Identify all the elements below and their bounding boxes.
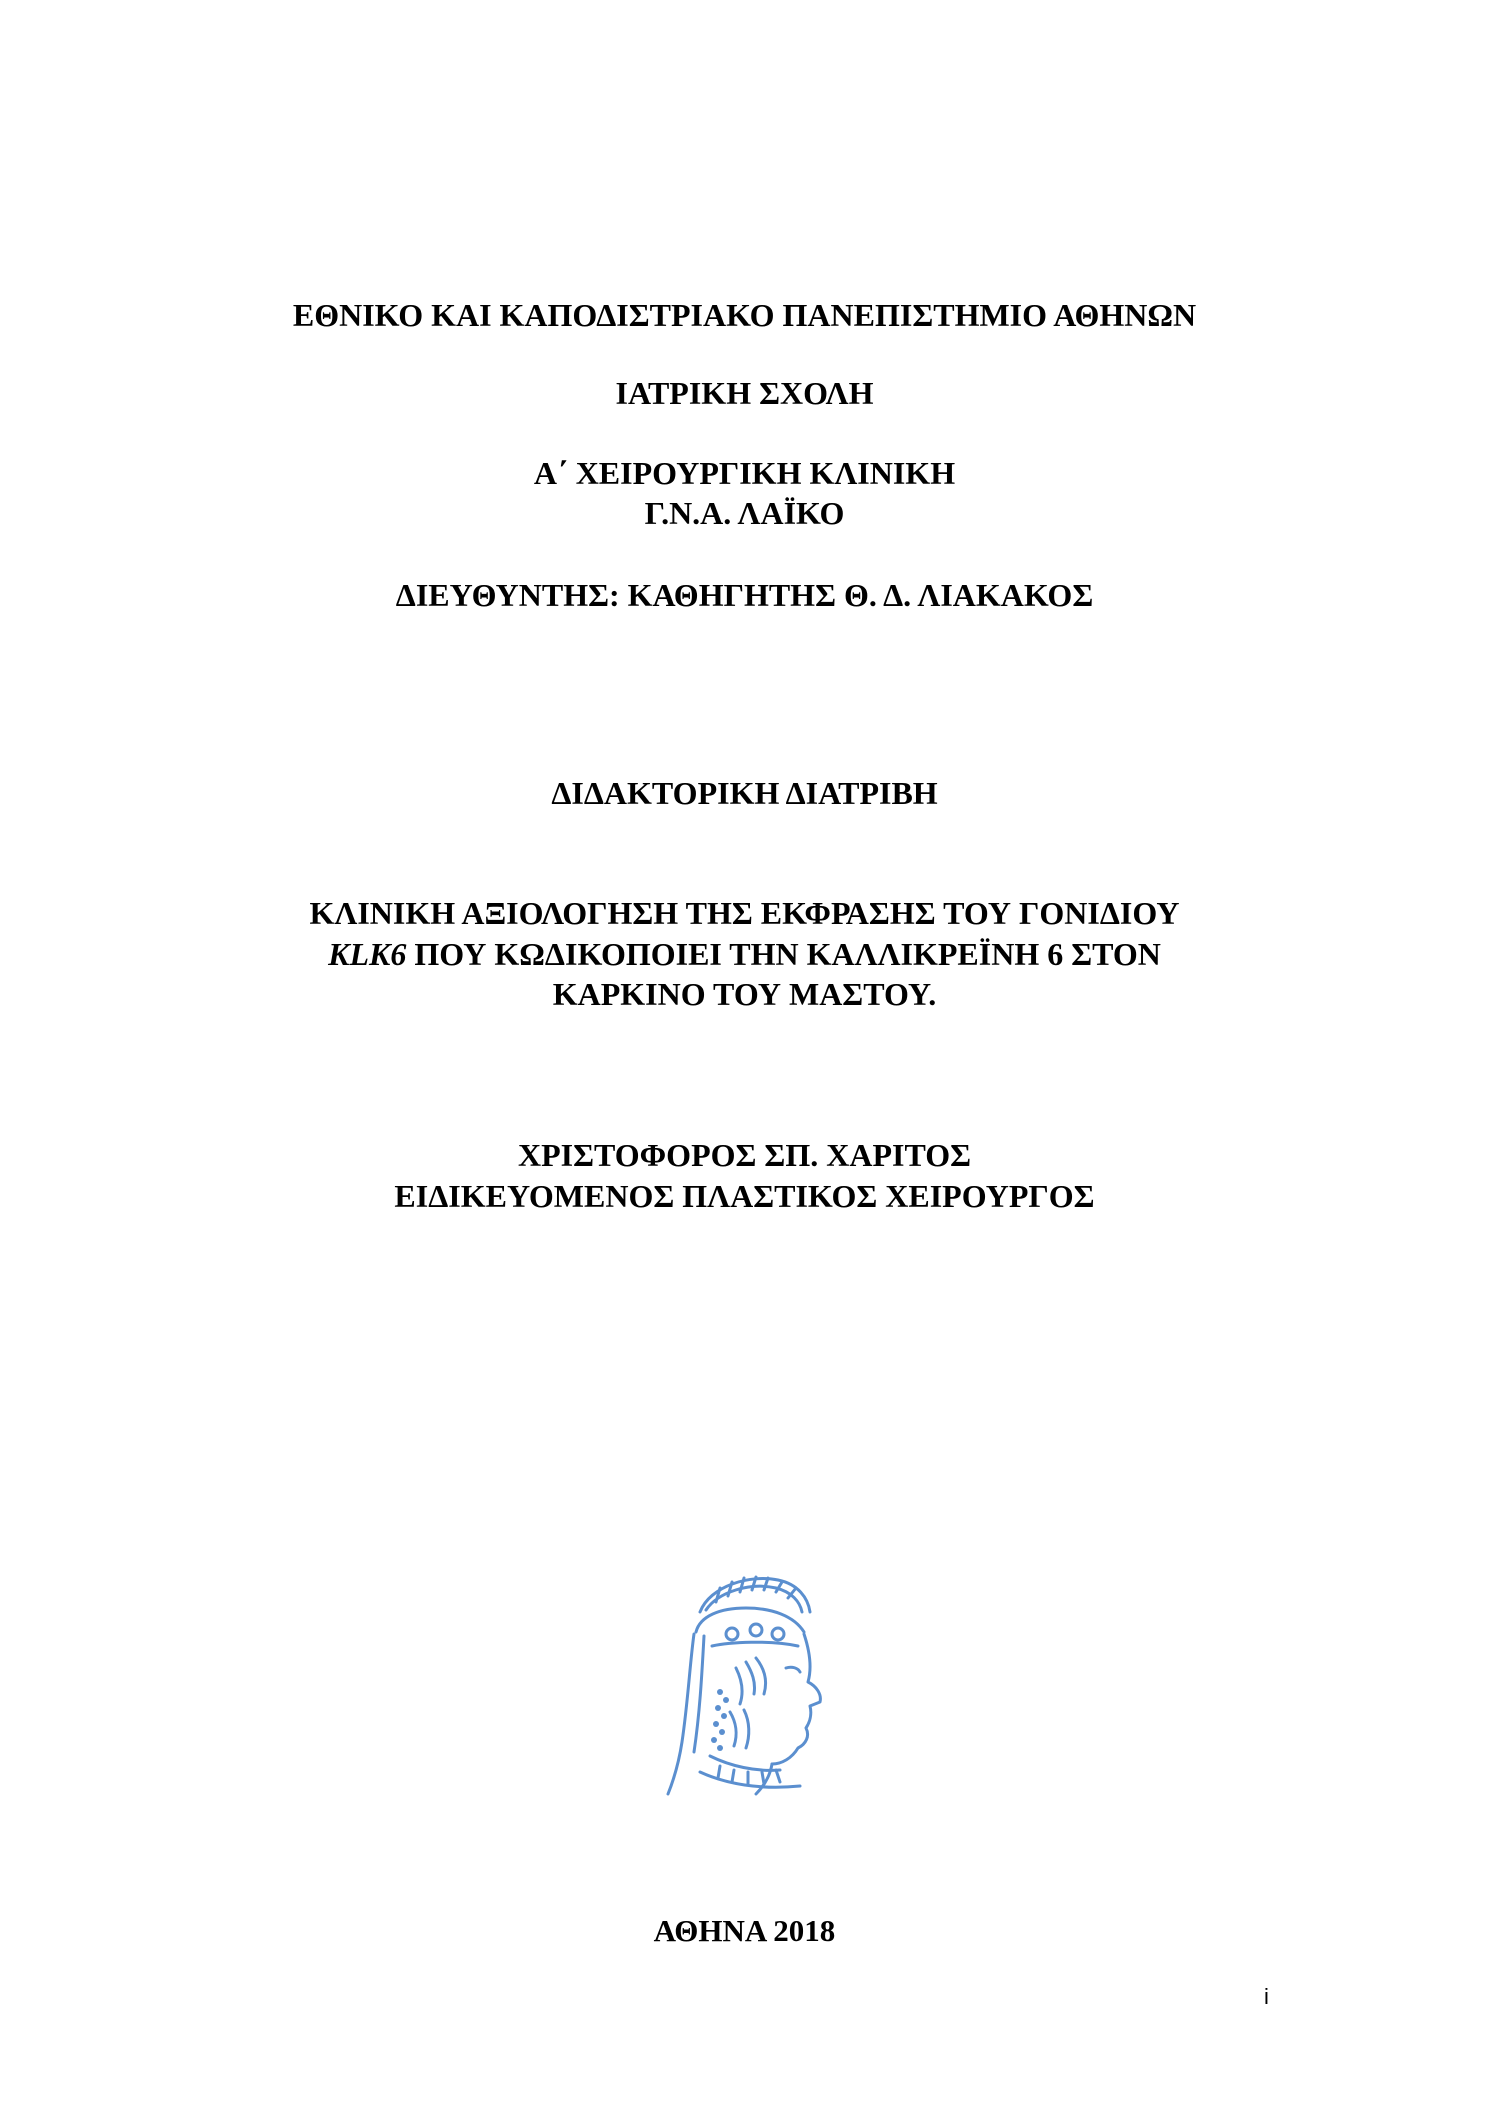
thesis-title-line-1: ΚΛΙΝΙΚΗ ΑΞΙΟΛΟΓΗΣΗ ΤΗΣ ΕΚΦΡΑΣΗΣ ΤΟΥ ΓΟΝΙΔΙΟΥ (309, 895, 1180, 931)
place-and-year: ΑΘΗΝΑ 2018 (653, 1913, 836, 1948)
university-name: ΕΘΝΙΚΟ ΚΑΙ ΚΑΠΟΔΙΣΤΡΙΑΚΟ ΠΑΝΕΠΙΣΤΗΜΙΟ ΑΘΗΝΩΝ (292, 297, 1197, 333)
school-name: ΙΑΤΡΙΚΗ ΣΧΟΛΗ (615, 375, 874, 411)
director-line: ΔΙΕΥΘΥΝΤΗΣ: ΚΑΘΗΓΗΤΗΣ Θ. Δ. ΛΙΑΚΑΚΟΣ (395, 577, 1094, 613)
thesis-type: ΔΙΔΑΚΤΟΡΙΚΗ ΔΙΑΤΡΙΒΗ (551, 775, 938, 811)
gene-name: KLK6 (328, 936, 407, 972)
athena-head-emblem-icon (660, 1572, 830, 1798)
page-number: i (1264, 1984, 1269, 2009)
author-name: ΧΡΙΣΤΟΦΟΡΟΣ ΣΠ. ΧΑΡΙΤΟΣ (517, 1137, 972, 1173)
clinic-name: Α΄ ΧΕΙΡΟΥΡΓΙΚΗ ΚΛΙΝΙΚΗ (533, 455, 956, 491)
hospital-name: Γ.Ν.Α. ΛΑΪΚΟ (644, 495, 845, 531)
thesis-title-line-2-rest: ΠΟΥ ΚΩΔΙΚΟΠΟΙΕΙ ΤΗΝ ΚΑΛΛΙΚΡΕΪΝΗ 6 ΣΤΟΝ (406, 936, 1161, 972)
thesis-title-line-3: ΚΑΡΚΙΝΟ ΤΟΥ ΜΑΣΤΟΥ. (552, 976, 937, 1012)
author-role: ΕΙΔΙΚΕΥΟΜΕΝΟΣ ΠΛΑΣΤΙΚΟΣ ΧΕΙΡΟΥΡΓΟΣ (394, 1178, 1095, 1214)
thesis-title-line-2 (0, 936, 1489, 972)
